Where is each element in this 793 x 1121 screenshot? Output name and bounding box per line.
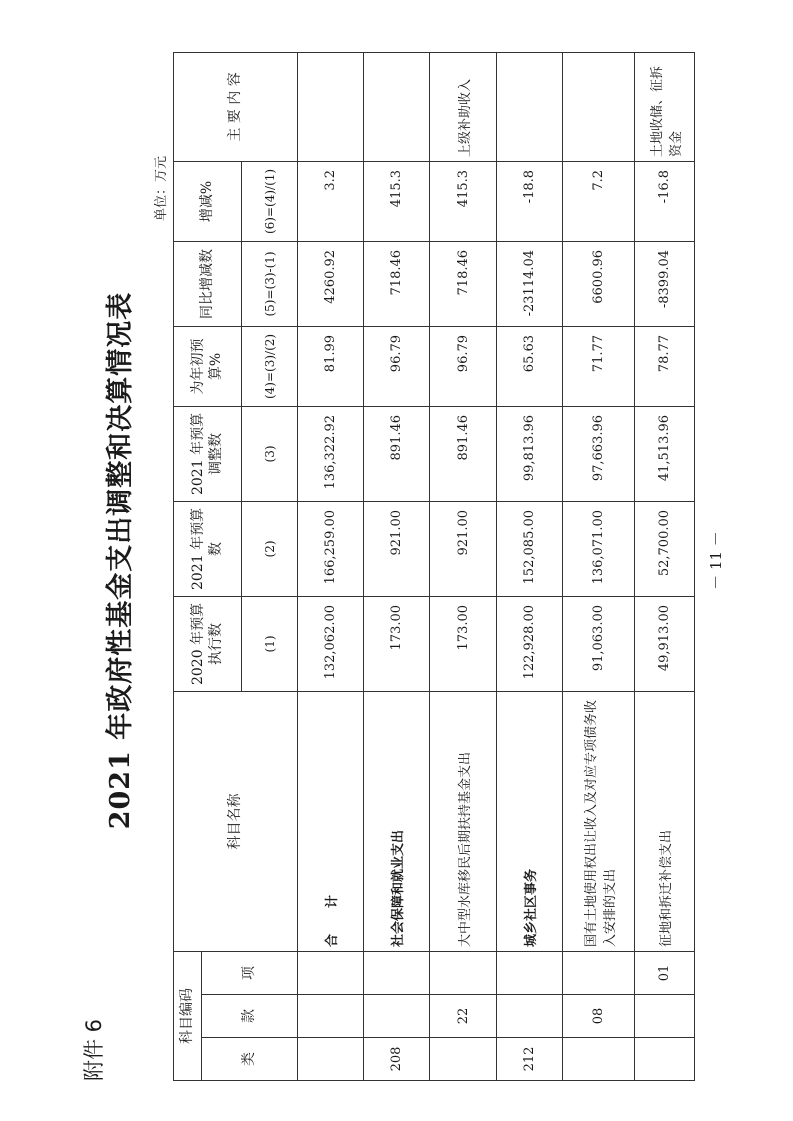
code-kuan: 08 (563, 995, 635, 1038)
value-col1: 173.00 (364, 596, 430, 691)
code-lei: 212 (497, 1038, 563, 1081)
value-col6: -18.8 (497, 161, 563, 241)
value-col3: 99,813.96 (497, 406, 563, 501)
value-col1: 132,062.00 (298, 596, 364, 691)
formula-col5: (5)=(3)-(1) (242, 241, 298, 326)
value-col4: 81.99 (298, 326, 364, 406)
fund-expenditure-table (173, 52, 695, 1081)
value-col6: 415.3 (430, 161, 497, 241)
table-row (497, 52, 563, 1080)
value-col6: 7.2 (563, 161, 635, 241)
main-content: 土地收储、征拆资金 (635, 52, 695, 161)
subject-name: 征地和拆迁补偿支出 (635, 691, 695, 951)
value-col2: 921.00 (430, 501, 497, 596)
col1-header: 2020 年预算执行数 (174, 596, 242, 691)
value-col4: 78.77 (635, 326, 695, 406)
code-kuan (635, 995, 695, 1038)
code-xiang-header: 项 (202, 951, 298, 994)
value-col1: 122,928.00 (497, 596, 563, 691)
col3-header: 2021 年预算调整数 (174, 406, 242, 501)
page-title: 2021 年政府性基金支出调整和决算情况表 (105, 291, 136, 830)
main-content (364, 52, 430, 161)
code-kuan (298, 995, 364, 1038)
code-kuan: 22 (430, 995, 497, 1038)
code-lei: 208 (364, 1038, 430, 1081)
value-col2: 52,700.00 (635, 501, 695, 596)
subject-name: 大中型水库移民后期扶持基金支出 (430, 691, 497, 951)
formula-col6: (6)=(4)/(1) (242, 161, 298, 241)
code-lei (635, 1038, 695, 1081)
table-row (563, 52, 635, 1080)
table-row (364, 52, 430, 1080)
table-row (298, 52, 364, 1080)
code-lei-header: 类 (202, 1038, 298, 1081)
code-lei (298, 1038, 364, 1081)
value-col5: -8399.04 (635, 241, 695, 326)
value-col1: 49,913.00 (635, 596, 695, 691)
page-number: － 11 － (707, 531, 725, 590)
value-col6: 3.2 (298, 161, 364, 241)
value-col3: 891.46 (364, 406, 430, 501)
subject-name: 城乡社区事务 (497, 691, 563, 951)
subject-name-header: 科目名称 (174, 691, 298, 951)
value-col3: 41,513.96 (635, 406, 695, 501)
col7-header: 主 要 内 容 (174, 52, 298, 161)
formula-col4: (4)=(3)/(2) (242, 326, 298, 406)
code-xiang: 01 (635, 951, 695, 994)
formula-col3: (3) (242, 406, 298, 501)
value-col5: -23114.04 (497, 241, 563, 326)
table-row (635, 52, 695, 1080)
value-col3: 891.46 (430, 406, 497, 501)
code-kuan (497, 995, 563, 1038)
value-col5: 718.46 (364, 241, 430, 326)
col2-header: 2021 年预算数 (174, 501, 242, 596)
value-col4: 71.77 (563, 326, 635, 406)
main-content (497, 52, 563, 161)
table-row (430, 52, 497, 1080)
code-xiang (563, 951, 635, 994)
main-content: 上级补助收入 (430, 52, 497, 161)
code-kuan (364, 995, 430, 1038)
value-col2: 136,071.00 (563, 501, 635, 596)
col4-header: 为年初预算% (174, 326, 242, 406)
subject-name: 国有土地使用权出让收入及对应专项债务收入安排的支出 (563, 691, 635, 951)
value-col4: 96.79 (430, 326, 497, 406)
code-group-header: 科目编码 (174, 951, 202, 1080)
attachment-label: 附件 6 (82, 1018, 106, 1081)
subject-name: 合 计 (298, 691, 364, 951)
value-col5: 4260.92 (298, 241, 364, 326)
value-col3: 136,322.92 (298, 406, 364, 501)
value-col1: 173.00 (430, 596, 497, 691)
value-col4: 65.63 (497, 326, 563, 406)
value-col2: 152,085.00 (497, 501, 563, 596)
value-col6: 415.3 (364, 161, 430, 241)
value-col4: 96.79 (364, 326, 430, 406)
col5-header: 同比增减数 (174, 241, 242, 326)
main-content (563, 52, 635, 161)
formula-col1: (1) (242, 596, 298, 691)
value-col2: 166,259.00 (298, 501, 364, 596)
code-kuan-header: 款 (202, 995, 298, 1038)
value-col3: 97,663.96 (563, 406, 635, 501)
subject-name: 社会保障和就业支出 (364, 691, 430, 951)
unit-label: 单位：万元 (154, 155, 169, 221)
code-xiang (430, 951, 497, 994)
code-xiang (364, 951, 430, 994)
value-col5: 718.46 (430, 241, 497, 326)
col6-header: 增减% (174, 161, 242, 241)
value-col1: 91,063.00 (563, 596, 635, 691)
code-xiang (298, 951, 364, 994)
formula-col2: (2) (242, 501, 298, 596)
value-col5: 6600.96 (563, 241, 635, 326)
main-content (298, 52, 364, 161)
code-xiang (497, 951, 563, 994)
code-lei (563, 1038, 635, 1081)
value-col6: -16.8 (635, 161, 695, 241)
code-lei (430, 1038, 497, 1081)
value-col2: 921.00 (364, 501, 430, 596)
